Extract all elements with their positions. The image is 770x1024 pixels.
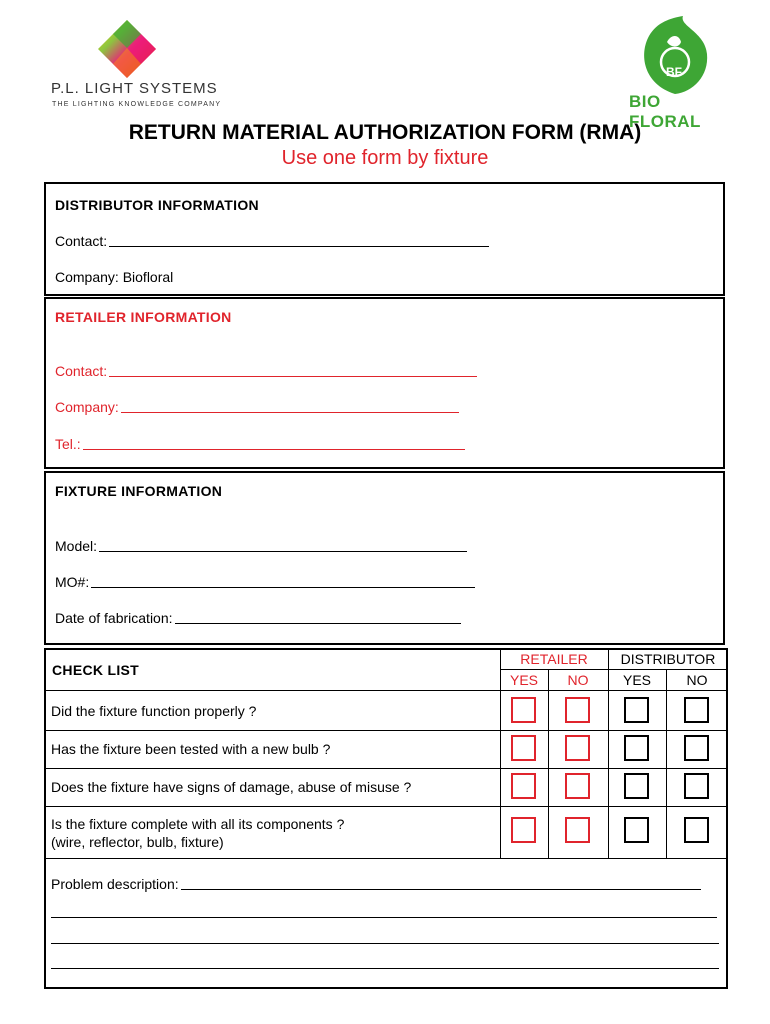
question-2: Has the fixture been tested with a new bulb ?: [51, 741, 331, 757]
question-1: Did the fixture function properly ?: [51, 703, 257, 719]
distributor-no-checkbox[interactable]: [684, 735, 709, 761]
retailer-column-header: RETAILER: [520, 651, 588, 667]
distributor-yes-checkbox[interactable]: [624, 817, 649, 843]
distributor-section: [44, 182, 725, 296]
checklist-heading: CHECK LIST: [52, 662, 139, 678]
retailer-tel-label: Tel.:: [55, 436, 81, 452]
fixture-heading: FIXTURE INFORMATION: [55, 483, 223, 499]
pl-diamond-icon: [96, 18, 158, 80]
retailer-company-label: Company:: [55, 399, 119, 415]
biofloral-name: BIO FLORAL: [629, 92, 701, 131]
retailer-no-checkbox[interactable]: [565, 735, 590, 761]
retailer-heading: RETAILER INFORMATION: [55, 309, 232, 325]
retailer-yes-checkbox[interactable]: [511, 773, 536, 799]
pl-light-systems-logo: [40, 18, 230, 113]
distributor-yes-header: YES: [622, 672, 651, 688]
distributor-yes-checkbox[interactable]: [624, 735, 649, 761]
pl-logo-tagline: THE LIGHTING KNOWLEDGE COMPANY: [52, 101, 222, 108]
retailer-contact-label: Contact:: [55, 363, 108, 379]
retailer-no-header: NO: [567, 672, 589, 688]
form-title: RETURN MATERIAL AUTHORIZATION FORM (RMA): [128, 121, 642, 144]
question-3: Does the fixture have signs of damage, abuse of misuse ?: [51, 779, 412, 795]
retailer-no-checkbox[interactable]: [565, 773, 590, 799]
biofloral-monogram: BF: [666, 65, 682, 79]
distributor-no-header: NO: [686, 672, 708, 688]
form-subtitle: Use one form by fixture: [281, 147, 489, 169]
retailer-yes-header: YES: [509, 672, 538, 688]
distributor-contact-label: Contact:: [55, 233, 108, 249]
fixture-section: [44, 471, 725, 645]
distributor-yes-checkbox[interactable]: [624, 697, 649, 723]
retailer-company-field[interactable]: [55, 399, 459, 415]
fixture-date-label: Date of fabrication:: [55, 610, 173, 626]
distributor-no-checkbox[interactable]: [684, 697, 709, 723]
question-4: Is the fixture complete with all its components ?: [51, 816, 345, 832]
fixture-mo-field[interactable]: [55, 574, 475, 590]
fixture-mo-label: MO#:: [55, 574, 90, 590]
biofloral-logo: [625, 14, 735, 131]
problem-description-field[interactable]: [51, 876, 701, 892]
fixture-model-field[interactable]: [55, 538, 467, 554]
problem-line[interactable]: [51, 968, 719, 969]
retailer-yes-checkbox[interactable]: [511, 817, 536, 843]
retailer-no-checkbox[interactable]: [565, 817, 590, 843]
pl-logo-name: P.L. LIGHT SYSTEMS: [51, 80, 218, 97]
fixture-date-field[interactable]: [55, 610, 461, 626]
distributor-company-label: Company: Biofloral: [55, 269, 174, 285]
distributor-heading: DISTRIBUTOR INFORMATION: [55, 197, 259, 213]
distributor-yes-checkbox[interactable]: [624, 773, 649, 799]
retailer-section: [44, 297, 725, 469]
distributor-no-checkbox[interactable]: [684, 773, 709, 799]
retailer-contact-field[interactable]: [55, 363, 477, 379]
fixture-model-label: Model:: [55, 538, 98, 554]
distributor-no-checkbox[interactable]: [684, 817, 709, 843]
biofloral-leaf-icon: [635, 14, 715, 96]
question-4-detail: (wire, reflector, bulb, fixture): [51, 834, 224, 850]
retailer-no-checkbox[interactable]: [565, 697, 590, 723]
distributor-company-field: [55, 269, 173, 285]
retailer-yes-checkbox[interactable]: [511, 735, 536, 761]
problem-description-label: Problem description:: [51, 876, 179, 892]
distributor-column-header: DISTRIBUTOR: [620, 651, 716, 667]
retailer-yes-checkbox[interactable]: [511, 697, 536, 723]
retailer-tel-field[interactable]: [55, 436, 465, 452]
distributor-contact-field[interactable]: [55, 233, 489, 249]
problem-line[interactable]: [51, 917, 717, 918]
problem-line[interactable]: [51, 943, 719, 944]
